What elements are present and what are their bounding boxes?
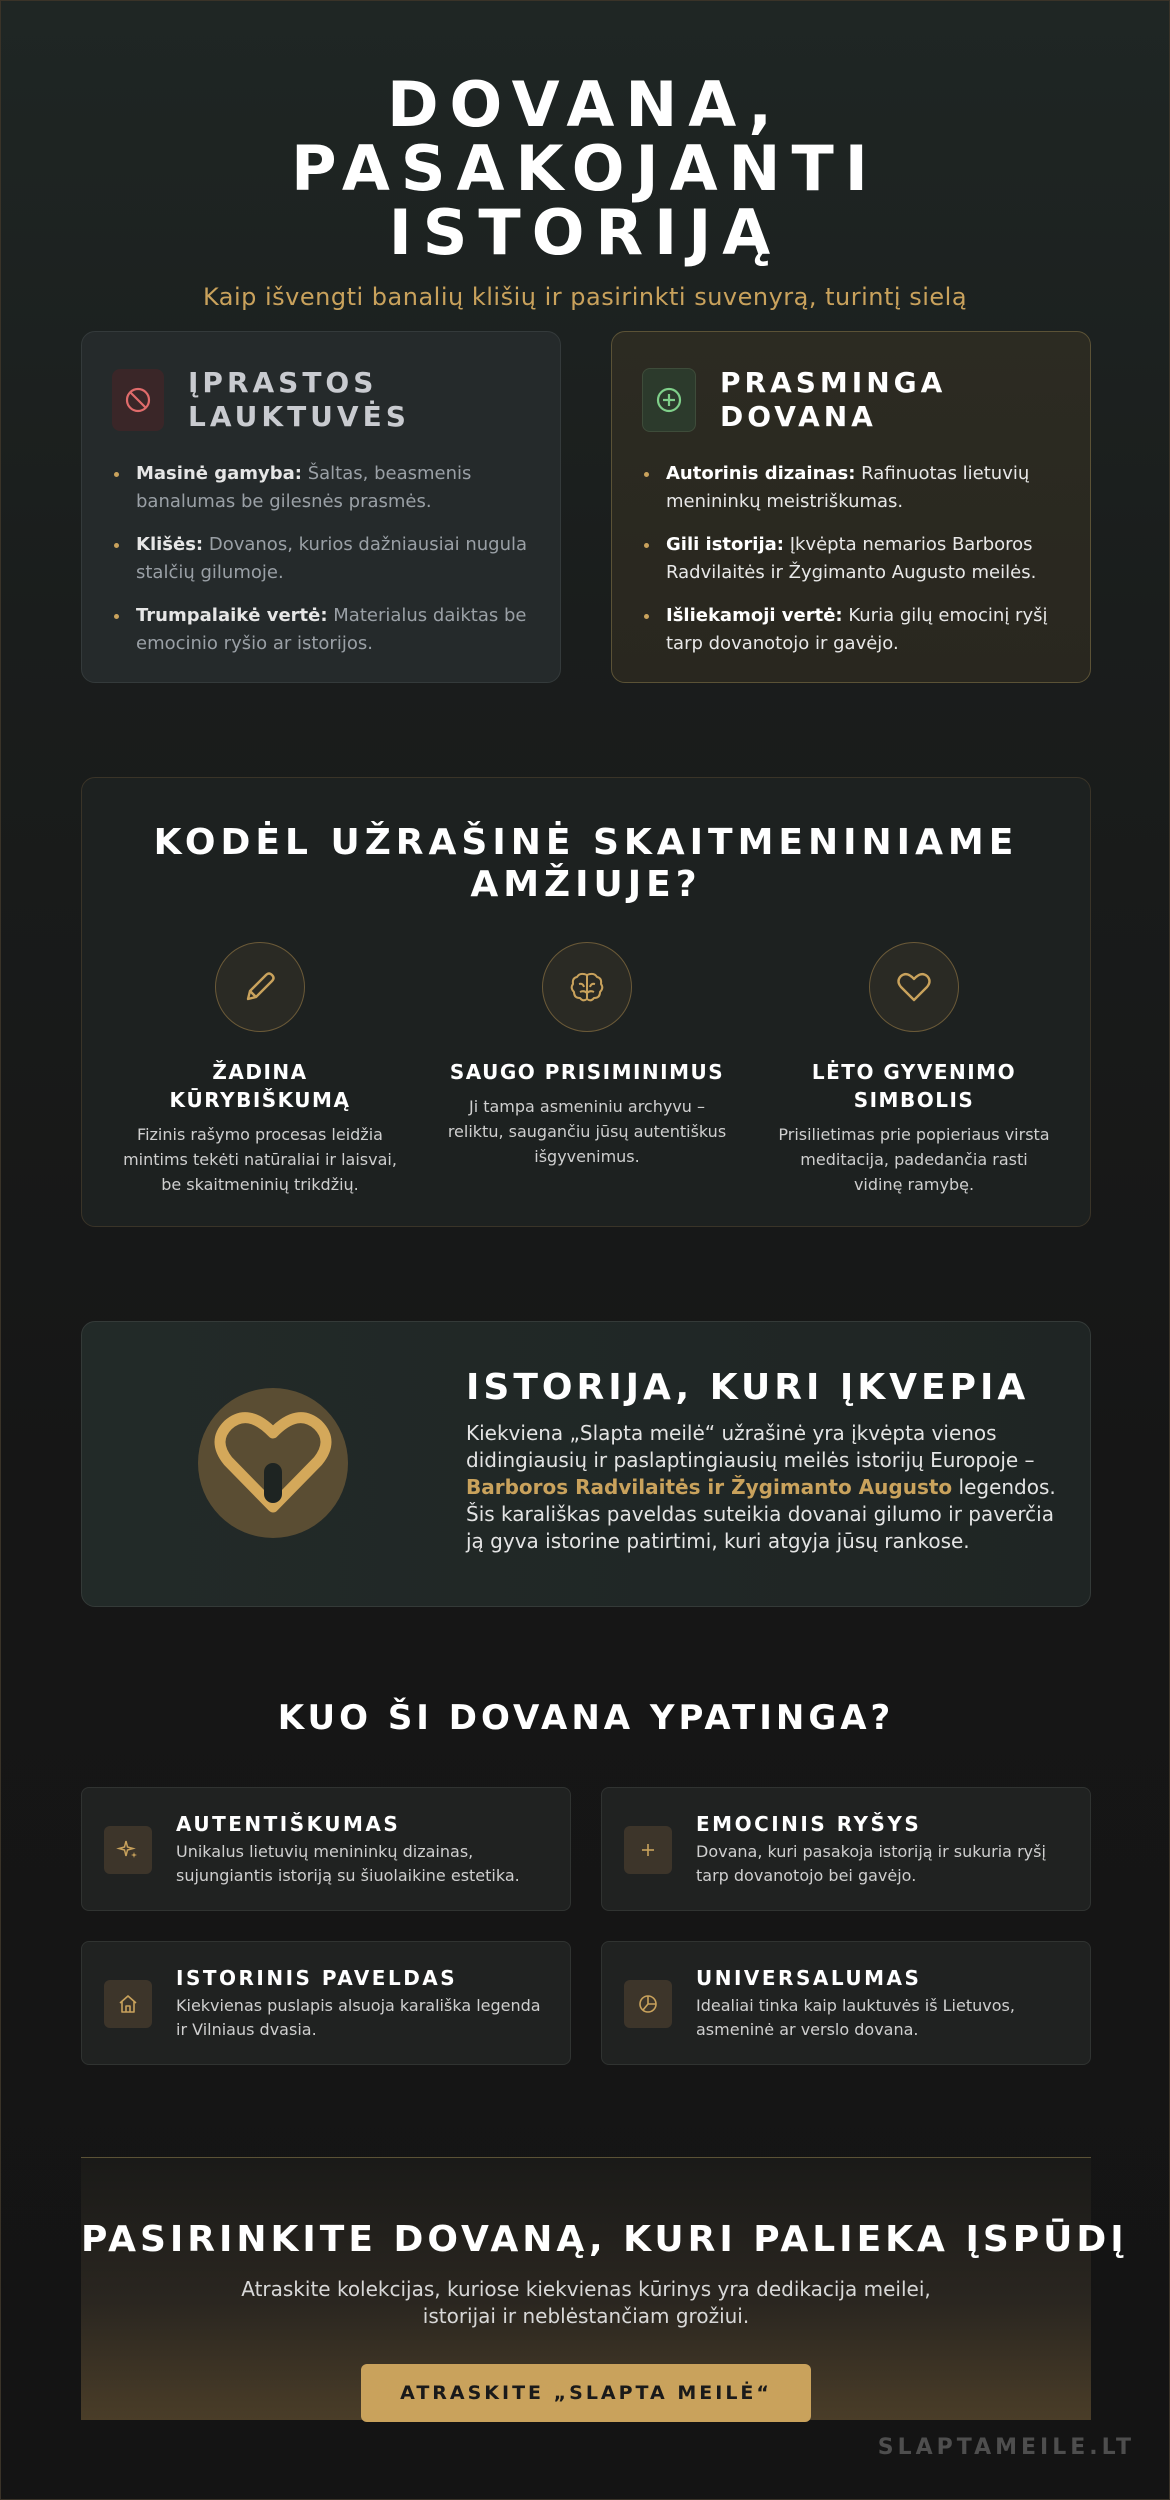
meaningful-gift-card: [611, 331, 1091, 683]
feature-heritage: [81, 1941, 571, 2065]
brand-logo: SLAPTAMEILE.LT: [877, 2435, 1135, 2460]
why-item-text: Fizinis rašymo procesas leidžia mintims tekėti natūraliai ir laisvai, be skaitmeninių trikdžių.: [123, 1125, 397, 1194]
why-item-text: Prisilietimas prie popieriaus virsta meditacija, padedančia rasti vidinę ramybę.: [778, 1125, 1050, 1194]
feature-title: ISTORINIS PAVELDAS: [176, 1966, 458, 1990]
home-icon: [104, 1980, 152, 2028]
cta-text: Atraskite kolekcijas, kuriose kiekvienas kūrinys yra dedikacija meilei, istorijai ir neblėstančiam grožiui.: [241, 2277, 931, 2328]
why-item-memories: [447, 942, 727, 1197]
heart-emblem-icon: [198, 1388, 348, 1538]
cta-section: [81, 2157, 1128, 2420]
story-highlight: Barboros Radvilaitės ir Žygimanto Augusto: [466, 1475, 953, 1499]
brain-icon: [542, 942, 632, 1032]
pencil-icon: [215, 942, 305, 1032]
list-item: Masinė gamyba: Šaltas, beasmenis banalumas be gilesnės prasmės.: [112, 460, 530, 516]
usual-gifts-title: ĮPRASTOS LAUKTUVĖS: [188, 366, 410, 433]
story-section: [81, 1321, 1091, 1607]
list-item: Klišės: Dovanos, kurios dažniausiai nugula stalčių gilumoje.: [112, 531, 530, 587]
list-item: Išliekamoji vertė: Kuria gilų emocinį ryšį tarp dovanotojo ir gavėjo.: [642, 602, 1060, 658]
list-item: Autorinis dizainas: Rafinuotas lietuvių menininkų meistriškumas.: [642, 460, 1060, 516]
why-item-title: ŽADINA KŪRYBIŠKUMĄ: [169, 1060, 351, 1112]
story-text: Kiekviena „Slapta meilė“ užrašinė yra įkvėpta vienos didingiausių ir paslaptingiausių meilės istorijų Europoje – Barboros Radvilaitės ir Žygimanto Augusto legendos. Šis karališkas paveldas suteikia dovanai gilumo ir paverčia ją gyva istorine patirtimi, kuri atgyja jūsų rankose.: [466, 1421, 1056, 1553]
feature-title: AUTENTIŠKUMAS: [176, 1812, 401, 1836]
plus-circle-icon: [642, 368, 696, 432]
feature-universality: [601, 1941, 1091, 2065]
special-title: KUO ŠI DOVANA YPATINGA?: [277, 1698, 895, 1738]
meaningful-gift-title: PRASMINGA DOVANA: [720, 366, 947, 433]
story-title: ISTORIJA, KURI ĮKVEPIA: [466, 1367, 1030, 1408]
hero: [1, 1, 1169, 311]
feature-emotional-bond: [601, 1787, 1091, 1911]
globe-icon: [624, 1980, 672, 2028]
page-title: DOVANA, PASAKOJANTI ISTORIJĄ: [291, 68, 879, 269]
why-notebook-section: [81, 777, 1091, 1227]
feature-title: UNIVERSALUMAS: [696, 1966, 922, 1990]
feature-text: Kiekvienas puslapis alsuoja karališka legenda ir Vilniaus dvasia.: [176, 1996, 541, 2039]
feature-authenticity: [81, 1787, 571, 1911]
feature-text: Dovana, kuri pasakoja istoriją ir sukuria ryšį tarp dovanotojo bei gavėjo.: [696, 1842, 1046, 1885]
comparison-section: [81, 331, 1091, 683]
feature-title: EMOCINIS RYŠYS: [696, 1812, 922, 1836]
why-item-text: Ji tampa asmeniniu archyvu – reliktu, saugančiu jūsų autentiškus išgyvenimus.: [447, 1097, 727, 1166]
why-item-slow-living: [774, 942, 1054, 1197]
prohibited-icon: [112, 369, 164, 431]
why-item-title: SAUGO PRISIMINIMUS: [449, 1060, 725, 1084]
cta-title: PASIRINKITE DOVANĄ, KURI PALIEKA ĮSPŪDĮ: [81, 2219, 1128, 2260]
plus-icon: [624, 1826, 672, 1874]
list-item: Gili istorija: Įkvėpta nemarios Barboros Radvilaitės ir Žygimanto Augusto meilės.: [642, 531, 1060, 587]
heart-icon: [869, 942, 959, 1032]
discover-collection-button[interactable]: ATRASKITE „SLAPTA MEILĖ“: [361, 2364, 811, 2422]
why-item-title: LĖTO GYVENIMO SIMBOLIS: [811, 1060, 1017, 1112]
feature-text: Unikalus lietuvių menininkų dizainas, sujungiantis istoriją su šiuolaikine estetika.: [176, 1842, 520, 1885]
usual-gifts-card: [81, 331, 561, 683]
feature-text: Idealiai tinka kaip lauktuvės iš Lietuvos, asmeninė ar verslo dovana.: [696, 1996, 1015, 2039]
why-title: KODĖL UŽRAŠINĖ SKAITMENINIAME AMŽIUJE?: [153, 822, 1019, 905]
page-subtitle: Kaip išvengti banalių klišių ir pasirinkti suvenyrą, turintį sielą: [202, 283, 968, 311]
why-item-creativity: [120, 942, 400, 1197]
sparkle-icon: [104, 1826, 152, 1874]
list-item: Trumpalaikė vertė: Materialus daiktas be emocinio ryšio ar istorijos.: [112, 602, 530, 658]
